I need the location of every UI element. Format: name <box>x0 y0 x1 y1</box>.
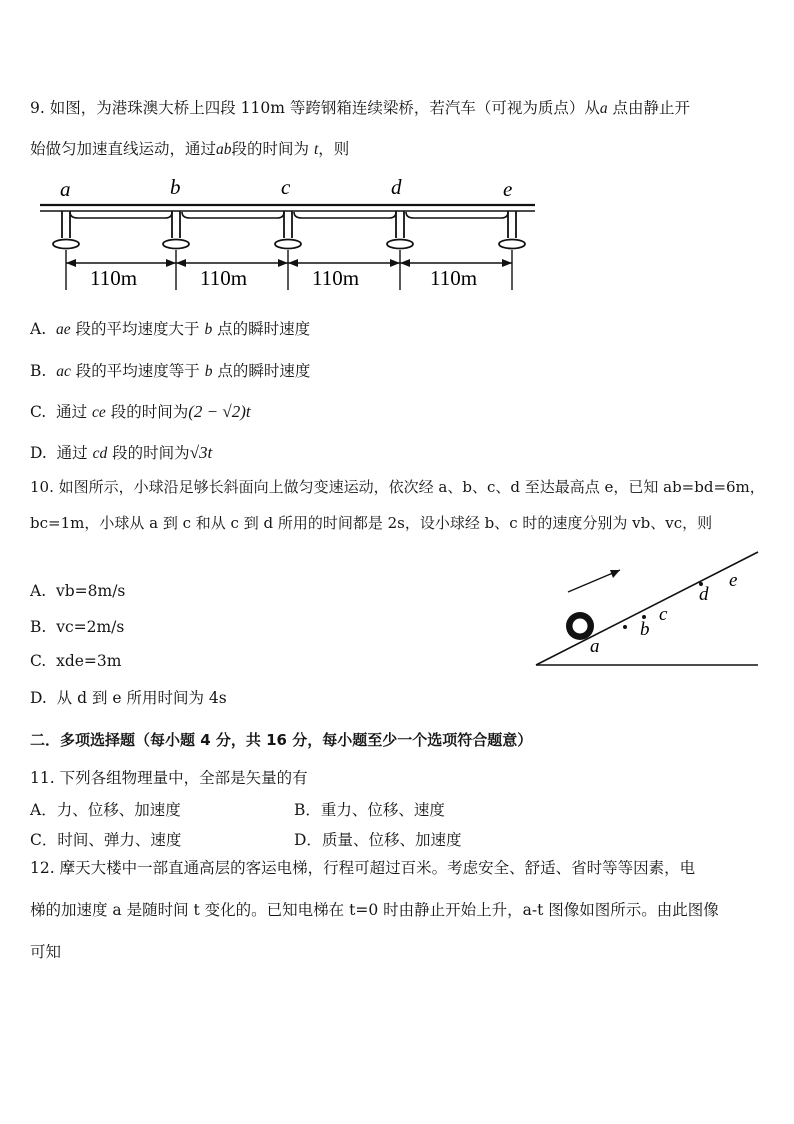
q9-stem-line2: 始做匀加速直线运动，通过ab段的时间为 t，则 <box>30 140 350 158</box>
q10-point-b: b <box>640 619 650 640</box>
q9-point-d: d <box>391 175 402 199</box>
q10-stem-line1: 10. 如图所示，小球沿足够长斜面向上做匀变速运动，依次经 a、b、c、d 至达最高点 e，已知 ab=bd=6m， <box>30 478 765 496</box>
q9-option-a[interactable]: A. ae 段的平均速度大于 b 点的瞬时速度 <box>30 320 311 338</box>
q10-option-b[interactable]: B. vc=2m/s <box>30 618 125 636</box>
q10-option-c[interactable]: C. xde=3m <box>30 652 122 670</box>
q10-point-c: c <box>659 604 668 625</box>
q12-stem-line3: 可知 <box>30 943 62 961</box>
q10-point-a: a <box>590 636 600 657</box>
q9-option-b[interactable]: B. ac 段的平均速度等于 b 点的瞬时速度 <box>30 362 311 380</box>
q11-stem: 11. 下列各组物理量中，全部是矢量的有 <box>30 769 308 787</box>
q10-point-d: d <box>699 584 709 605</box>
q9-point-c: c <box>281 175 291 199</box>
q10-option-d[interactable]: D. 从 d 到 e 所用时间为 4s <box>30 689 227 707</box>
q9-span-3: 110m <box>312 266 360 290</box>
q11-option-a[interactable]: A．力、位移、加速度 <box>30 801 181 819</box>
q11-option-d[interactable]: D．质量、位移、加速度 <box>294 831 462 849</box>
pier-e <box>499 211 525 249</box>
q9-point-a: a <box>60 177 71 201</box>
q9-option-c[interactable]: C. 通过 ce 段的时间为(2 − √2)t <box>30 402 251 421</box>
q9-point-e: e <box>503 177 513 201</box>
q12-stem-line2: 梯的加速度 a 是随时间 t 变化的。已知电梯在 t=0 时由静止开始上升，a-t 图像如图所示。由此图像 <box>30 901 719 919</box>
q9-piers <box>53 211 525 249</box>
q9-span-4: 110m <box>430 266 478 290</box>
q9-span-2: 110m <box>200 266 248 290</box>
q9-option-d[interactable]: D. 通过 cd 段的时间为√3t <box>30 443 213 462</box>
q9-point-b: b <box>170 175 181 199</box>
q11-option-b[interactable]: B．重力、位移、速度 <box>294 801 445 819</box>
section2-heading: 二．多项选择题（每小题 4 分，共 16 分，每小题至少一个选项符合题意） <box>30 731 533 749</box>
q11-option-c[interactable]: C．时间、弹力、速度 <box>30 831 182 849</box>
q10-incline-figure <box>520 540 770 675</box>
q10-point-e: e <box>729 570 738 591</box>
q10-option-a[interactable]: A. vb=8m/s <box>30 582 126 600</box>
q10-stem-line2: bc=1m，小球从 a 到 c 和从 c 到 d 所用的时间都是 2s，设小球经 b、c 时的速度分别为 vb、vc，则 <box>30 514 713 532</box>
q9-span-1: 110m <box>90 266 138 290</box>
q9-stem-line1: 9. 如图，为港珠澳大桥上四段 110m 等跨钢箱连续梁桥，若汽车（可视为质点）从a 点由静止开 <box>30 99 691 117</box>
pier-a <box>53 211 79 249</box>
q12-stem-line1: 12. 摩天大楼中一部直通高层的客运电梯，行程可超过百米。考虑安全、舒适、省时等等因素，电 <box>30 859 696 877</box>
